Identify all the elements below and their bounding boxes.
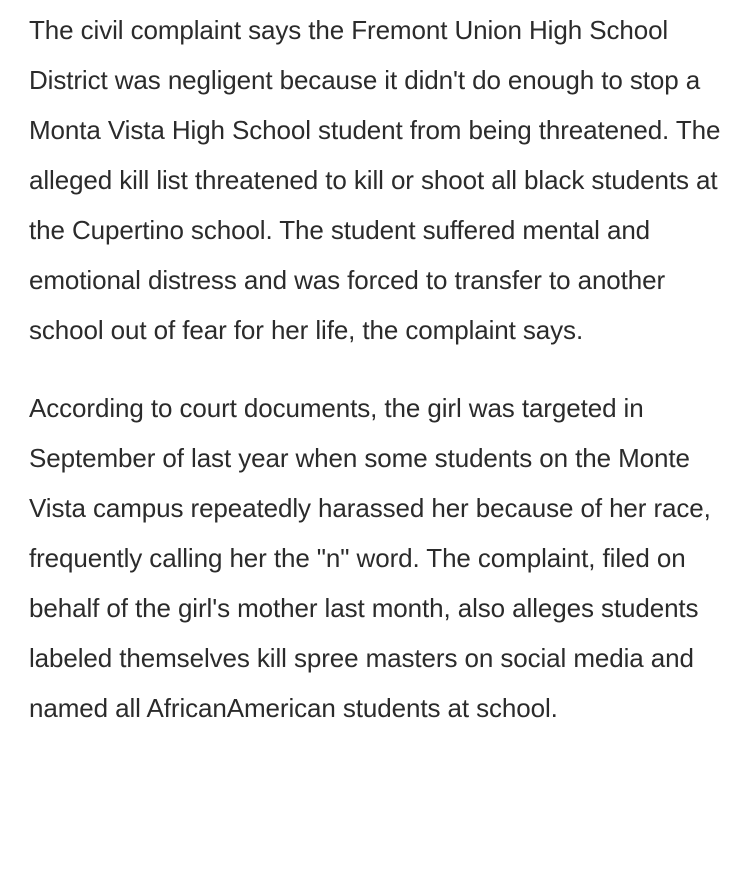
paragraph-complaint: The civil complaint says the Fremont Union High School District was negligent because it didn't do enough to stop a Monta Vista High School student from being threatened. The alleged kill list threatened to kill or shoot all black students at the Cupertino school. The student suffered mental and emotional distress and was forced to transfer to another school out of fear for her life, the complaint says. [29,15,721,345]
article-body [29,5,732,733]
paragraph-court-documents: According to court documents, the girl was targeted in September of last year when some students on the Monte Vista campus repeatedly harassed her because of her race, frequently calling her the "n" word. The complaint, filed on behalf of the girl's mother last month, also alleges students labeled themselves kill spree masters on social media and named all AfricanAmerican students at school. [29,393,711,723]
